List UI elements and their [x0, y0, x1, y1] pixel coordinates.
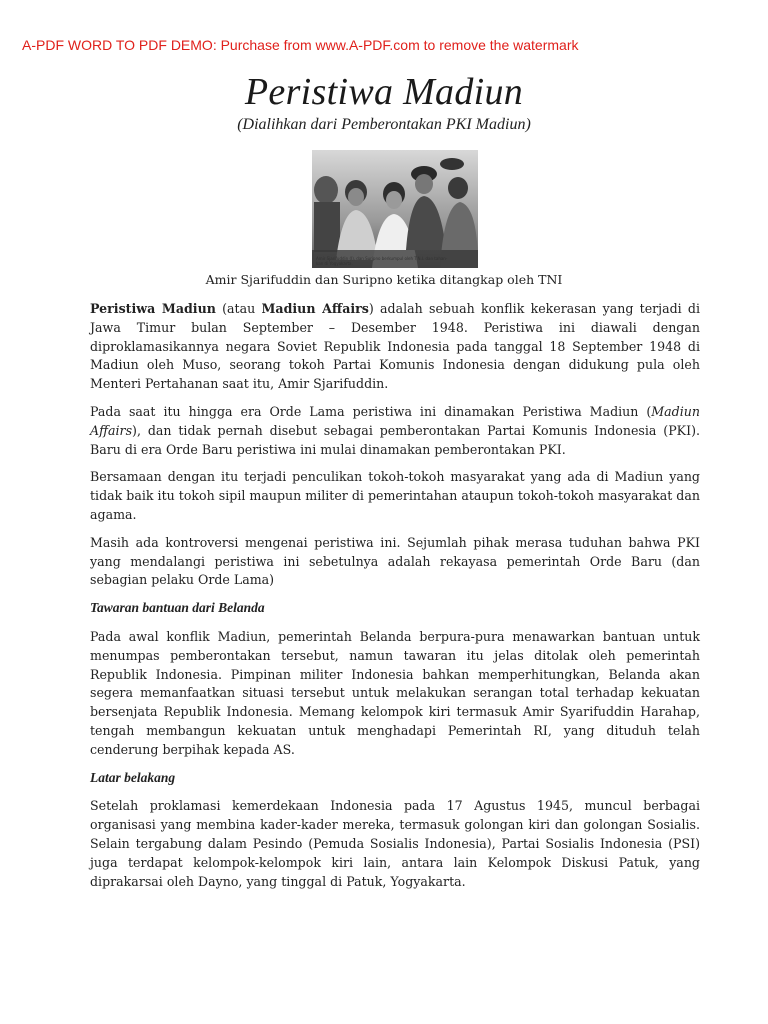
paragraph-dutch-offer: Pada awal konflik Madiun, pemerintah Belanda berpura-pura menawarkan bantuan untuk menumpas pemberontakan tersebut, namun tawaran itu jelas ditolak oleh pemerintah Republik Indonesia. Pimpinan militer Indonesia bahkan memperhitungkan, Belanda akan segera memanfaatkan situasi tersebut untuk melakukan serangan total terhadap kekuatan bersenjata Republik Indonesia. Memang kelompok kiri termasuk Amir Syarifuddin Harahap, tengah membangun kekuatan untuk menghadapi Pemerintah RI, yang dituduh telah cenderung berpihak kepada AS. — [90, 628, 700, 757]
photo-caption: Amir Sjarifuddin dan Suripno ketika ditangkap oleh TNI — [205, 272, 563, 287]
page-title: Peristiwa Madiun — [244, 71, 524, 113]
historical-photo — [312, 150, 478, 268]
watermark-text: A-PDF WORD TO PDF DEMO: Purchase from www.A-PDF.com to remove the watermark — [22, 37, 579, 53]
page-subtitle: (Dialihkan dari Pemberontakan PKI Madiun) — [237, 116, 531, 133]
section-heading-background: Latar belakang — [90, 769, 176, 785]
paragraph-kidnapping: Bersamaan dengan itu terjadi penculikan tokoh-tokoh masyarakat yang ada di Madiun yang tidak baik itu tokoh sipil maupun militer di pemerintahan ataupun tokoh-tokoh masyarakat dan agama. — [90, 469, 700, 522]
article-body — [90, 300, 700, 900]
paragraph-background: Setelah proklamasi kemerdekaan Indonesia pada 17 Agustus 1945, muncul berbagai organisasi yang membina kader-kader mereka, termasuk golongan kiri dan golongan Sosialis. Selain tergabung dalam Pesindo (Pemuda Sosialis Indonesia), Partai Sosialis Indonesia (PSI) juga terdapat kelompok-kelompok kiri lain, antara lain Kelompok Diskusi Patuk, yang diprakarsai oleh Dayno, yang tinggal di Patuk, Yogyakarta. — [90, 798, 700, 889]
paragraph-naming: Pada saat itu hingga era Orde Lama peristiwa ini dinamakan Peristiwa Madiun (Madiun Affairs), dan tidak pernah disebut sebagai pemberontakan Partai Komunis Indonesia (PKI). Baru di era Orde Baru peristiwa ini mulai dinamakan pemberontakan PKI. — [90, 403, 700, 457]
paragraph-intro: Peristiwa Madiun (atau Madiun Affairs) adalah sebuah konflik kekerasan yang terjadi di Jawa Timur bulan September – Desember 1948. Peristiwa ini diawali dengan diproklamasikannya negara Soviet Republik Indonesia pada tanggal 18 September 1948 di Madiun oleh Muso, seorang tokoh Partai Komunis Indonesia dengan didukung pula oleh Menteri Pertahanan saat itu, Amir Sjarifuddin. — [90, 301, 701, 392]
photo-inset-caption: Amir Sjarifuddin (I), dan Suripno berkumpul oleh T.N.I. dan tahan- kan di Yogyakarta. — [316, 256, 448, 266]
paragraph-controversy: Masih ada kontroversi mengenai peristiwa ini. Sejumlah pihak merasa tuduhan bahwa PKI yang mendalangi peristiwa ini sebetulnya adalah rekayasa pemerintah Orde Baru (dan sebagian pelaku Orde Lama) — [90, 534, 700, 588]
section-heading-dutch-offer: Tawaran bantuan dari Belanda — [90, 600, 265, 616]
